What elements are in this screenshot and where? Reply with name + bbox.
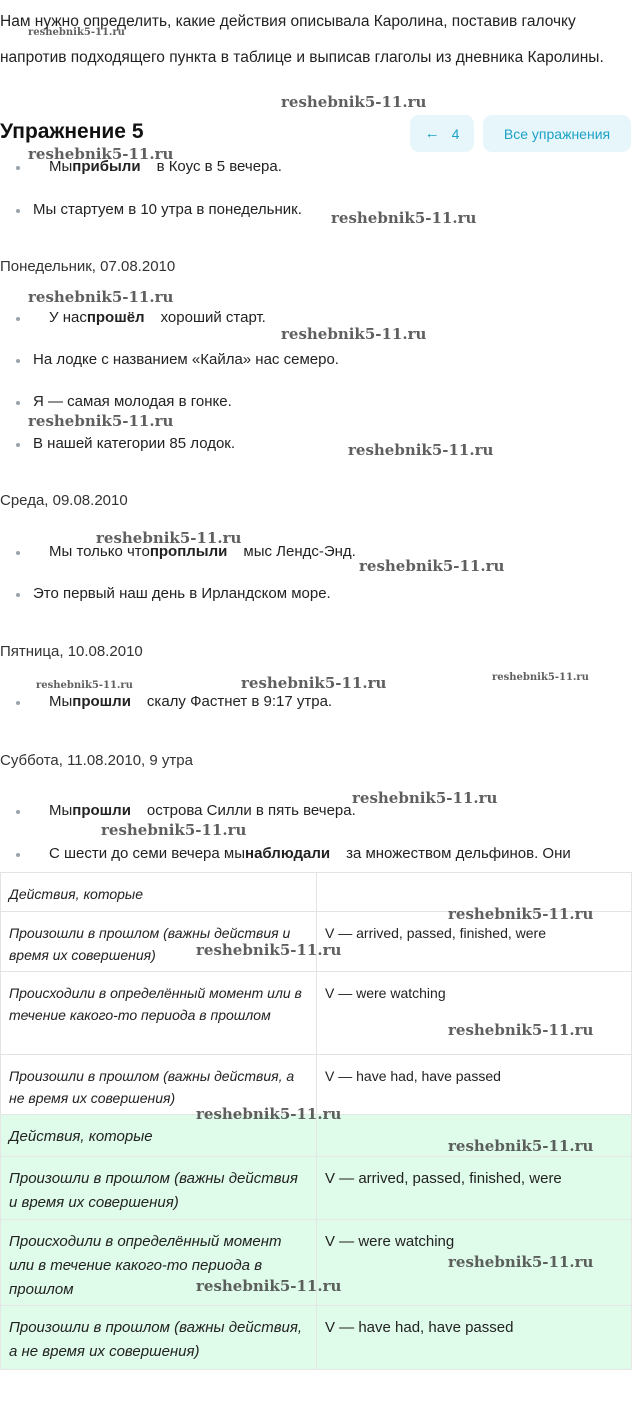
list-item: Мыпрошлиострова Силли в пять вечера. (17, 801, 356, 821)
table-cell: Произошли в прошлом (важны действия, а не время их совершения) (1, 1055, 317, 1115)
table-cell: Происходили в определённый момент или в течение какого-то периода в прошлом (1, 1220, 317, 1306)
watermark: reshebnik5-11.ru (36, 680, 133, 691)
watermark: reshebnik5-11.ru (281, 325, 427, 343)
diary-date: Пятница, 10.08.2010 (0, 643, 143, 660)
table-cell: V — have had, have passed (317, 1055, 632, 1115)
table-cell: Произошли в прошлом (важны действия, а не время их совершения) (1, 1306, 317, 1370)
table-cell: Происходили в определённый момент или в течение какого-то периода в прошлом (1, 972, 317, 1055)
list-item: Мыприбылив Коус в 5 вечера. (17, 157, 282, 177)
table-header-cell: Действия, которые (1, 1115, 317, 1157)
watermark: reshebnik5-11.ru (281, 93, 427, 111)
diary-date: Понедельник, 07.08.2010 (0, 258, 176, 275)
table-cell: V — were watching (317, 1220, 632, 1306)
table-row (1, 1157, 632, 1220)
watermark: reshebnik5-11.ru (492, 672, 589, 683)
intro-text: Нам нужно определить, какие действия описывала Каролина, поставив галочку напротив подходящего пункта в таблице и выписав глаголы из дневника Каролины. (0, 13, 604, 66)
table-header-cell: Действия, которые (1, 873, 317, 912)
watermark: reshebnik5-11.ru (28, 288, 174, 306)
list-item: Я — самая молодая в гонке. (17, 392, 232, 412)
list-item: Мы стартуем в 10 утра в понедельник. (17, 200, 302, 220)
watermark: reshebnik5-11.ru (101, 821, 247, 839)
list-item: Это первый наш день в Ирландском море. (17, 584, 331, 604)
watermark: reshebnik5-11.ru (28, 27, 125, 38)
all-exercises-button[interactable]: Все упражнения (483, 115, 631, 152)
watermark: reshebnik5-11.ru (28, 412, 174, 430)
table-cell: Произошли в прошлом (важны действия и время их совершения) (1, 1157, 317, 1220)
list-item: Мыпрошлискалу Фастнет в 9:17 утра. (17, 692, 332, 712)
table-cell: V — arrived, passed, finished, were (317, 1157, 632, 1220)
previous-exercise-button[interactable] (410, 115, 474, 152)
table-cell: V — have had, have passed (317, 1306, 632, 1370)
table-row (1, 1306, 632, 1370)
watermark: reshebnik5-11.ru (448, 905, 594, 923)
previous-exercise-label: 4 (451, 125, 460, 142)
list-item: С шести до семи вечера мынаблюдализа множеством дельфинов. Они (17, 844, 571, 864)
arrow-left-icon: ← (424, 125, 440, 142)
exercise-title: Упражнение 5 (0, 120, 144, 143)
watermark: reshebnik5-11.ru (196, 1105, 342, 1123)
diary-date: Среда, 09.08.2010 (0, 492, 128, 509)
watermark: reshebnik5-11.ru (196, 1277, 342, 1295)
watermark: reshebnik5-11.ru (448, 1253, 594, 1271)
watermark: reshebnik5-11.ru (96, 529, 242, 547)
list-item: В нашей категории 85 лодок. (17, 434, 235, 454)
table-cell: Произошли в прошлом (важны действия и время их совершения) (1, 912, 317, 972)
list-item: У наспрошёлхороший старт. (17, 308, 266, 328)
table-cell: V — were watching (317, 972, 632, 1055)
watermark: reshebnik5-11.ru (348, 441, 494, 459)
watermark: reshebnik5-11.ru (196, 941, 342, 959)
watermark: reshebnik5-11.ru (241, 674, 387, 692)
table-row (1, 972, 632, 1055)
table-cell: V — arrived, passed, finished, were (317, 912, 632, 972)
watermark: reshebnik5-11.ru (448, 1021, 594, 1039)
list-item: На лодке с названием «Кайла» нас семеро. (17, 350, 339, 370)
watermark: reshebnik5-11.ru (352, 789, 498, 807)
watermark: reshebnik5-11.ru (448, 1137, 594, 1155)
watermark: reshebnik5-11.ru (359, 557, 505, 575)
list-item: Мы только чтопроплылимыс Лендс-Энд. (17, 542, 356, 562)
diary-date: Суббота, 11.08.2010, 9 утра (0, 752, 193, 769)
watermark: reshebnik5-11.ru (331, 209, 477, 227)
watermark: reshebnik5-11.ru (28, 145, 174, 163)
